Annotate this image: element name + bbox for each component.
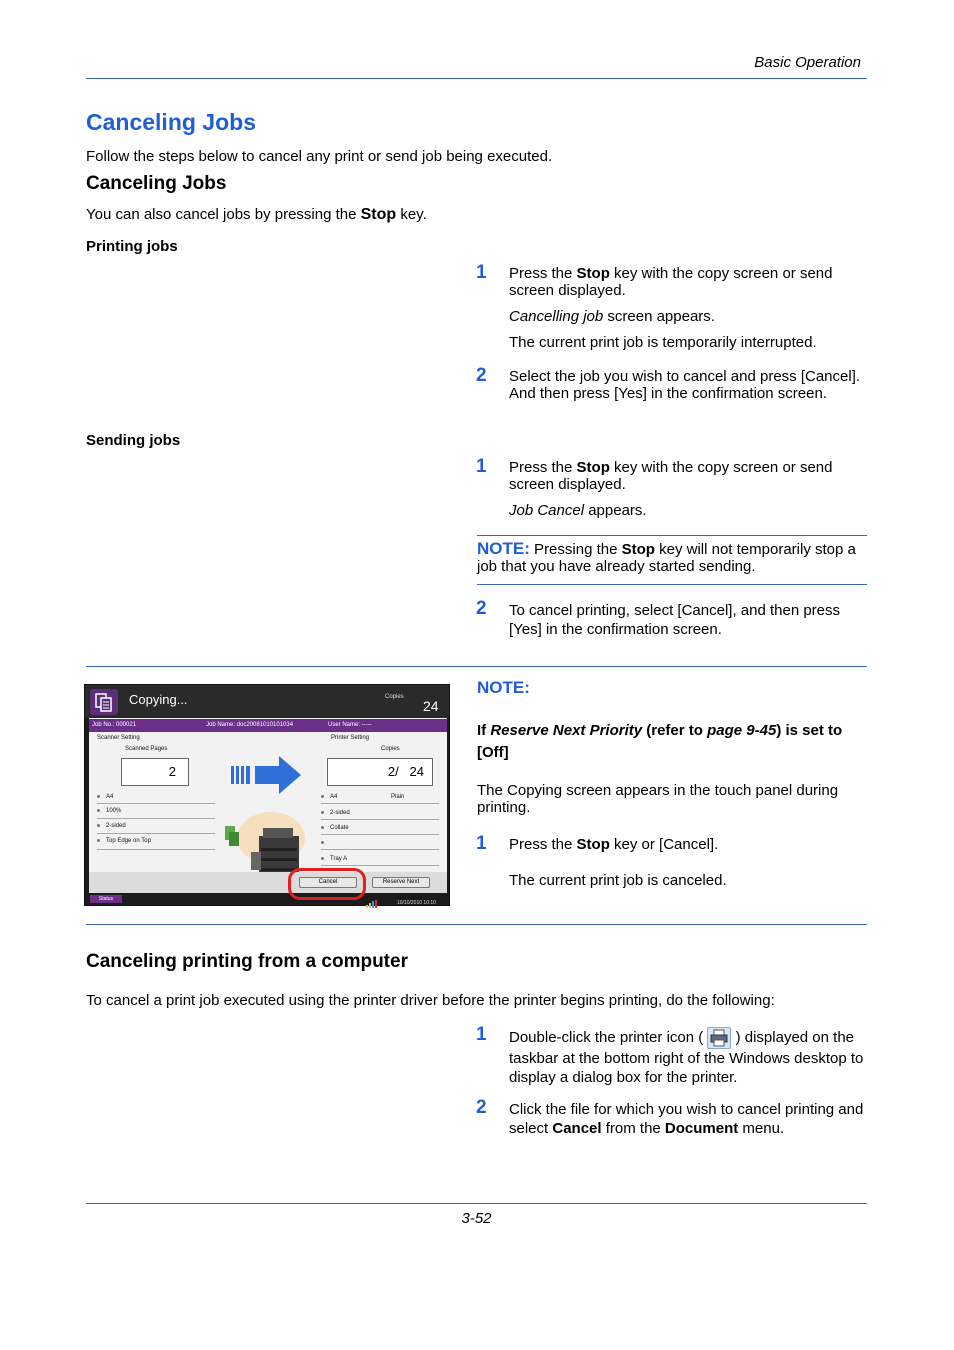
computer-heading: Canceling printing from a computer (86, 951, 408, 972)
step-number: 2 (476, 598, 487, 619)
reserve-step-1-result: The current print job is canceled. (509, 872, 727, 889)
printing-step-1: Press the Stop key with the copy screen or send screen displayed. (509, 265, 833, 299)
job-number: Job No.: 000021 (92, 722, 137, 728)
step-number: 1 (476, 1024, 487, 1045)
screen-datetime: 10/10/2010 10:10 (397, 900, 436, 906)
step-number: 2 (476, 1097, 487, 1118)
copies-column-label: Copies (381, 746, 400, 752)
cancel-button[interactable]: Cancel (299, 877, 357, 888)
print-setting-tray: Tray A (321, 856, 347, 863)
copying-screen-image (84, 684, 450, 906)
step-number: 1 (476, 262, 487, 283)
job-name: Job Name: doc20081010101034 (206, 722, 294, 728)
status-button[interactable]: Status (90, 895, 122, 903)
computer-step-1: Double-click the printer icon ( ) displayed on the taskbar at the bottom right of the Windows desktop to display a dialog box for the printer. (509, 1029, 864, 1086)
section-rule (86, 666, 867, 667)
note-rule-top (477, 535, 867, 536)
page-number: 3-52 (461, 1210, 492, 1227)
printing-jobs-heading: Printing jobs (86, 238, 178, 255)
computer-intro: To cancel a print job executed using the printer driver before the printer begins printing, do the following: (86, 992, 775, 1009)
print-setting-paper: A4 (321, 794, 337, 801)
scanner-setting-label: Scanner Setting (97, 735, 140, 741)
section-rule (86, 924, 867, 925)
footer-rule (86, 1203, 867, 1204)
reserve-condition: If Reserve Next Priority (refer to page 9-45) is set to [Off] (477, 722, 843, 761)
screen-title-bar (85, 685, 449, 718)
computer-step-2: Click the file for which you wish to cancel printing and select Cancel from the Document menu. (509, 1101, 864, 1137)
sending-jobs-heading: Sending jobs (86, 432, 181, 449)
reserve-note-label: NOTE: (477, 678, 530, 697)
scan-setting-zoom: 100% (97, 808, 121, 815)
page-title: Canceling Jobs (86, 109, 256, 135)
printing-step-2: Select the job you wish to cancel and press [Cancel]. And then press [Yes] in the confirmation screen. (509, 368, 861, 402)
scan-setting-paper: A4 (97, 794, 113, 801)
sending-step-1-result: Job Cancel appears. (509, 502, 647, 519)
user-name: User Name: ----- (328, 722, 372, 728)
sending-step-1: Press the Stop key with the copy screen or send screen displayed. (509, 459, 833, 493)
print-setting-blank (321, 840, 330, 847)
intro-text: Follow the steps below to cancel any print or send job being executed. (86, 148, 553, 165)
step-number: 2 (476, 365, 487, 386)
reserve-next-button[interactable]: Reserve Next (372, 877, 430, 888)
scan-setting-duplex: 2-sided (97, 823, 126, 830)
scan-setting-orientation: Top Edge on Top (97, 838, 151, 845)
printing-step-1-note: The current print job is temporarily interrupted. (509, 334, 817, 351)
screen-title: Copying... (129, 692, 188, 707)
running-header: Basic Operation (754, 54, 861, 71)
copies-value: 24 (423, 698, 439, 714)
reserve-step-1: Press the Stop key or [Cancel]. (509, 836, 719, 853)
signal-icon (365, 895, 379, 903)
subsection-heading: Canceling Jobs (86, 173, 227, 194)
scanned-pages-label: Scanned Pages (125, 746, 168, 752)
screen-status-bar (85, 893, 449, 905)
print-setting-collate: Collate (321, 825, 349, 832)
step-number: 1 (476, 456, 487, 477)
copies-label: Copies (385, 694, 404, 700)
reserve-note-text: The Copying screen appears in the touch panel during printing. (477, 782, 839, 816)
printer-tray-icon (707, 1027, 731, 1049)
note-rule-bottom (477, 584, 867, 585)
copy-icon (90, 689, 118, 715)
printing-step-1-result: Cancelling job screen appears. (509, 308, 715, 325)
header-rule (86, 78, 867, 79)
screen-body (89, 718, 447, 893)
cancel-highlight-ring (288, 868, 366, 900)
print-setting-paper-type: Plain (391, 794, 405, 800)
sending-step-2: To cancel printing, select [Cancel], and then press [Yes] in the confirmation screen. (509, 602, 841, 638)
progress-arrow-icon (229, 754, 305, 796)
step-number: 1 (476, 833, 487, 854)
print-setting-duplex: 2-sided (321, 810, 350, 817)
job-info-bar (89, 719, 447, 732)
copies-progress: 2/ 24 (327, 758, 433, 786)
sending-note: NOTE: Pressing the Stop key will not temporarily stop a job that you have already started sending. (477, 539, 856, 575)
stop-key-text: You can also cancel jobs by pressing the Stop key. (86, 206, 427, 223)
printer-setting-label: Printer Setting (331, 735, 370, 741)
scanned-pages-value: 2 (121, 758, 189, 786)
